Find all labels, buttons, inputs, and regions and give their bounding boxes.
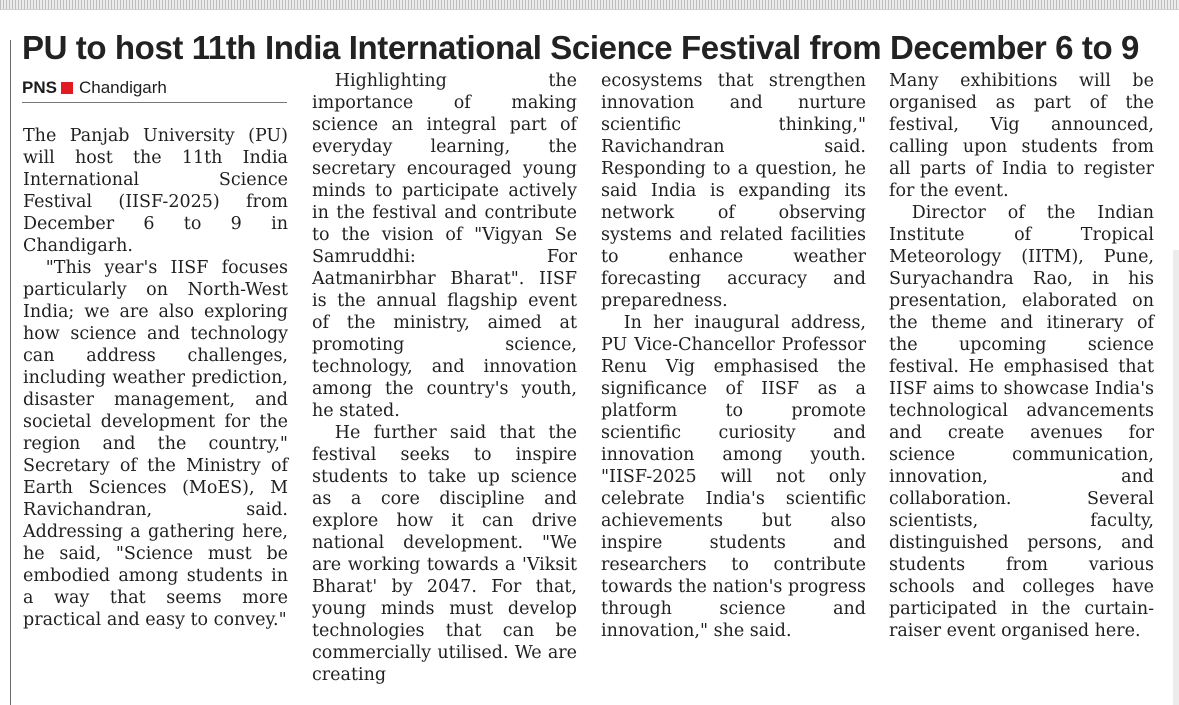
paragraph: "This year's IISF focuses particularly on North-West India; we are also exploring how science and technology can address challenges, including weather prediction, disaster management, and societal development for the region and the country," Secretary of the Ministry of Earth Sciences (MoES), M Ravichandran, said. Addressing a gathering here, he said, "Science must be embodied among students in a way that seems more practical and easy to convey." xyxy=(23,258,288,630)
left-column-rule xyxy=(10,40,11,705)
page-top-border xyxy=(0,0,1179,10)
headline: PU to host 11th India International Science Festival from December 6 to 9 xyxy=(22,29,1139,66)
paragraph: ecosystems that strengthen innovation and nurture scientific thinking," Ravichandran said. Responding to a question, he said India is expanding its network of observing systems and related facilities to enhance weather forecasting accuracy and preparedness. xyxy=(601,71,866,311)
article-column-3 xyxy=(601,70,866,642)
article-column-4 xyxy=(889,70,1154,642)
article-column-2 xyxy=(312,70,577,686)
paragraph: In her inaugural address, PU Vice-Chancellor Professor Renu Vig emphasised the significance of IISF as a platform to promote scientific curiosity and innovation among youth. "IISF-2025 will not only celebrate India's scientific achievements but also inspire students and researchers to contribute towards the nation's progress through science and innovation," she said. xyxy=(601,313,866,641)
paragraph: The Panjab University (PU) will host the 11th India International Science Festival (IISF-2025) from December 6 to 9 in Chandigarh. xyxy=(23,126,288,256)
paragraph: Director of the Indian Institute of Tropical Meteorology (IITM), Pune, Suryachandra Rao, in his presentation, elaborated on the theme and itinerary of the upcoming science festival. He emphasised that IISF aims to showcase India's technological advancements and create avenues for science communication, innovation, and collaboration. Several scientists, faculty, distinguished persons, and students from various schools and colleges have participated in the curtain-raiser event organised here. xyxy=(889,203,1154,641)
red-square-marker xyxy=(61,82,73,94)
paragraph: He further said that the festival seeks to inspire students to take up science as a core discipline and explore how it can drive national development. "We are working towards a 'Viksit Bharat' by 2047. For that, young minds must develop technologies that can be commercially utilised. We are creating xyxy=(312,423,577,685)
byline xyxy=(22,76,287,103)
dateline: Chandigarh xyxy=(78,78,167,97)
agency-name: PNS xyxy=(22,78,57,97)
paragraph: Highlighting the importance of making science an integral part of everyday learning, the secretary encouraged young minds to participate actively in the festival and contribute to the vision of "Vigyan Se Samruddhi: For Aatmanirbhar Bharat". IISF is the annual flagship event of the ministry, aimed at promoting science, technology, and innovation among the country's youth, he stated. xyxy=(312,71,577,421)
paragraph: Many exhibitions will be organised as part of the festival, Vig announced, calling upon students from all parts of India to register for the event. xyxy=(889,71,1154,201)
article-column-1 xyxy=(23,125,288,631)
adjacent-page-edge xyxy=(1173,250,1179,705)
